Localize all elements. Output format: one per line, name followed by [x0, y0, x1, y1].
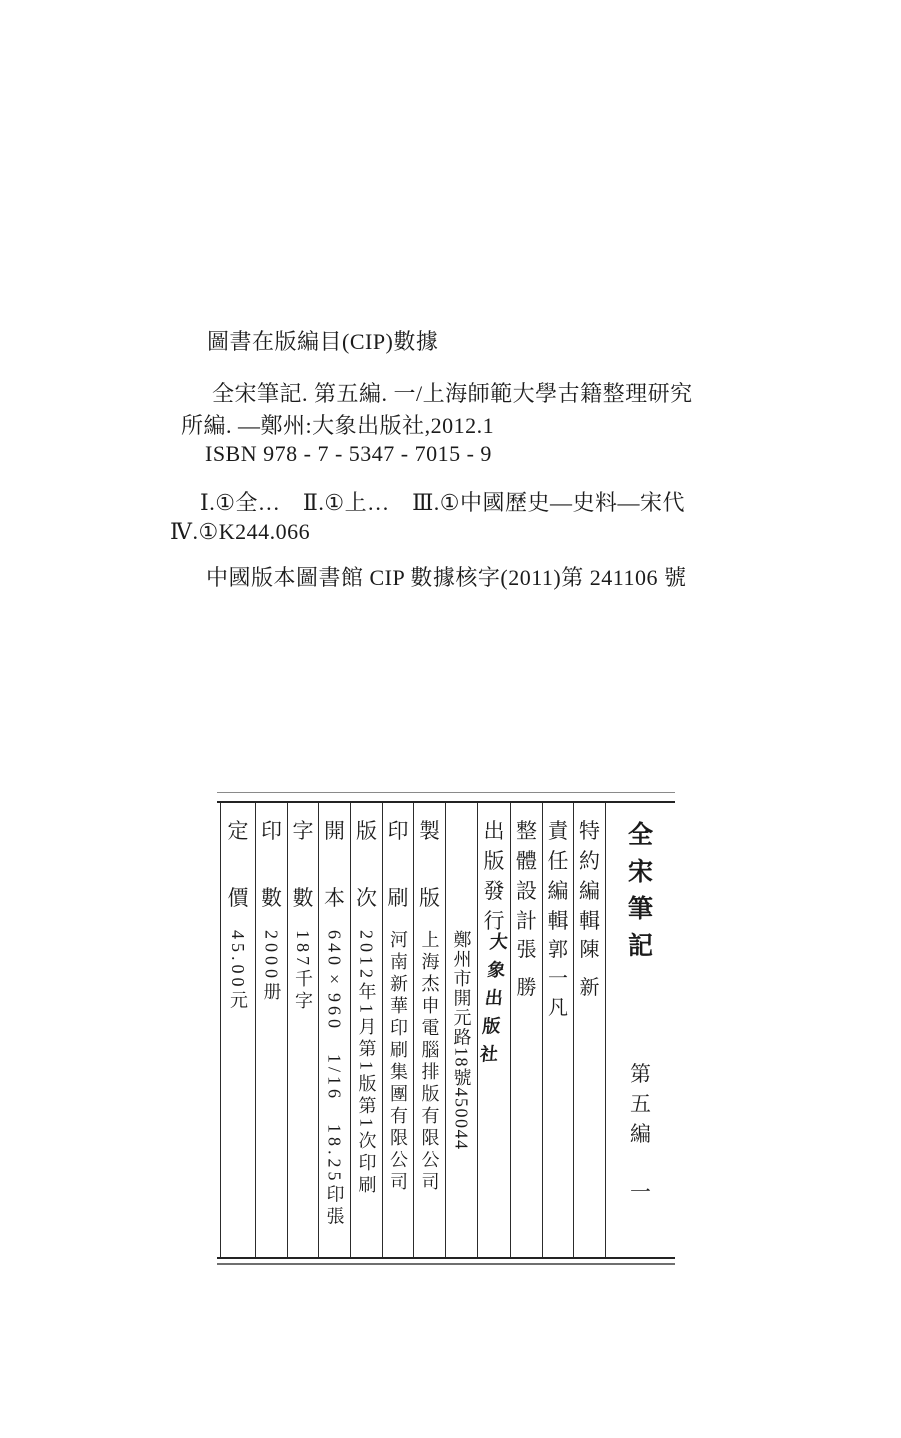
column-value: 郭 一 凡: [548, 939, 568, 1019]
book-title: 全 宋 筆 記: [627, 822, 653, 960]
table-top-thin-rule: [217, 792, 675, 793]
publisher-logo: 大 象 出 版 社: [479, 931, 509, 1065]
column-label: 整 體 設 計: [516, 819, 537, 933]
cip-classification-line2: Ⅳ.①K244.066: [170, 519, 311, 544]
colophon-column-製版: [413, 803, 445, 1257]
column-label: 字 數: [292, 819, 314, 910]
column-label: 印 刷: [387, 819, 409, 910]
table-bottom-thick-rule: [217, 1257, 675, 1259]
column-value: 上海杰申電腦排版有限公司: [419, 930, 440, 1194]
column-label: 開 本: [324, 819, 345, 910]
column-label: 版 次: [356, 819, 377, 910]
column-value: 鄭州市開元路18號450044: [451, 930, 472, 1151]
table-bottom-thin-rule: [217, 1263, 675, 1265]
colophon-column-出版發行: [477, 803, 510, 1257]
column-value: 河南新華印刷集團有限公司: [388, 930, 408, 1194]
colophon-column-字數: [287, 803, 318, 1257]
column-label: 特 約 編 輯: [579, 819, 600, 933]
isbn-line: ISBN 978 - 7 - 5347 - 7015 - 9: [205, 441, 492, 466]
column-value: 2000册: [261, 930, 282, 1004]
colophon-column-特約編輯: [573, 803, 605, 1257]
column-value: 陳 新: [579, 939, 600, 999]
cip-record-number: 中國版本圖書館 CIP 數據核字(2011)第 241106 號: [206, 565, 687, 590]
part-number: 一: [630, 1180, 651, 1204]
column-label: 印 數: [261, 819, 282, 910]
column-label: 責 任 編 輯: [547, 819, 569, 933]
book-title-column: [605, 803, 675, 1257]
colophon-column-印刷: [382, 803, 413, 1257]
colophon-column-定價: [220, 803, 255, 1257]
colophon-column-印數: [255, 803, 287, 1257]
colophon-column-版次: [350, 803, 382, 1257]
colophon-column-整體設計: [510, 803, 542, 1257]
column-value: 2012年1月第1版第1次印刷: [356, 930, 377, 1197]
column-label: 製 版: [419, 819, 440, 910]
colophon-column-開本: [318, 803, 350, 1257]
cip-classification-line1: Ⅰ.①全… Ⅱ.①上… Ⅲ.①中國歷史—史料—宋代: [200, 490, 686, 515]
colophon-column-責任編輯: [542, 803, 573, 1257]
column-label: 出 版 發 行: [483, 819, 505, 933]
column-value: 張 勝: [516, 939, 537, 999]
colophon-column-address: [445, 803, 477, 1257]
cip-entry-line2: 所編. —鄭州:大象出版社,2012.1: [181, 413, 495, 438]
column-value: 640×960 1/16 18.25印張: [324, 930, 345, 1229]
cip-entry-line1: 全宋筆記. 第五編. 一/上海師範大學古籍整理研究: [212, 381, 693, 406]
column-label: 定 價: [227, 819, 249, 910]
colophon-table: [217, 792, 675, 1266]
column-value: 45.00元: [228, 930, 248, 1013]
volume-label: 第 五 編 一: [630, 1062, 651, 1204]
cip-heading: 圖書在版編目(CIP)數據: [207, 329, 439, 354]
column-value: 187千字: [293, 930, 313, 1013]
colophon-columns: [217, 803, 675, 1257]
